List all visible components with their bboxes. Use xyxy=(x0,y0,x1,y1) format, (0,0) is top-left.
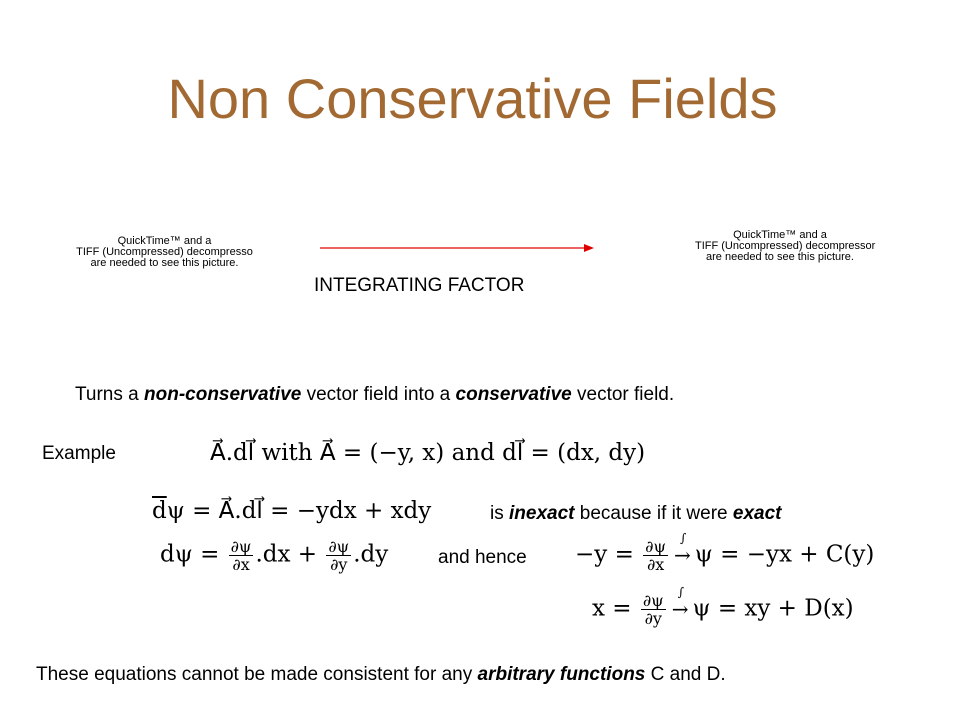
conclusion-line xyxy=(36,664,726,686)
equation-text: .dx + xyxy=(255,541,318,568)
arrow-icon xyxy=(318,241,596,255)
and-hence-label: and hence xyxy=(438,547,527,568)
denominator: ∂y xyxy=(644,609,662,628)
numerator: ∂ψ xyxy=(328,537,350,556)
missing-image-placeholder-right xyxy=(695,229,876,263)
arrow: → xyxy=(674,542,691,567)
text: is xyxy=(490,503,509,524)
slide-title: Non Conservative Fields xyxy=(167,67,778,130)
inexact-d: $\overline{d}$ xyxy=(152,498,167,524)
integrating-factor-label: INTEGRATING FACTOR xyxy=(314,275,525,296)
equation-text: dψ = xyxy=(160,541,220,568)
emphasis: non-conservative xyxy=(144,384,302,405)
placeholder-text: are needed to see this picture. xyxy=(90,257,239,269)
description-line xyxy=(75,384,674,406)
inexact-explanation xyxy=(490,503,782,525)
emphasis: conservative xyxy=(455,384,572,405)
placeholder-text: TIFF (Uncompressed) decompressor xyxy=(695,240,876,252)
equation-text: ψ = −yx + C(y) xyxy=(694,541,875,568)
equation-definition: A⃗.dl⃗ with A⃗ = (−y, x) and dl⃗ = (dx, dy) xyxy=(210,440,646,466)
fraction xyxy=(643,538,668,573)
emphasis: arbitrary functions xyxy=(477,664,646,685)
integrate-arrow-icon xyxy=(671,584,689,621)
placeholder-text: are needed to see this picture. xyxy=(706,251,854,263)
equation-inexact-differential xyxy=(152,498,431,524)
equation-text: .dy xyxy=(353,541,389,568)
text: because if it were xyxy=(574,503,733,524)
text: vector field into a xyxy=(301,384,456,405)
text: vector field. xyxy=(571,384,675,405)
emphasis: inexact xyxy=(509,503,575,524)
equation-text: ψ = A⃗.dl⃗ = −ydx + xdy xyxy=(166,498,432,524)
text: These equations cannot be made consistent for any xyxy=(36,664,478,685)
denominator: ∂y xyxy=(330,555,348,574)
numerator: ∂ψ xyxy=(645,537,666,556)
placeholder-text: TIFF (Uncompressed) decompresso xyxy=(76,246,253,258)
example-label: Example xyxy=(42,443,116,464)
emphasis: exact xyxy=(732,503,782,524)
equation-exact-differential xyxy=(160,538,388,573)
text: Turns a xyxy=(75,384,144,405)
equation-text: x = xyxy=(592,595,632,622)
denominator: ∂x xyxy=(232,555,250,574)
integrate-arrow-icon xyxy=(674,530,691,567)
integral-sign: ∫ xyxy=(680,530,687,545)
fraction xyxy=(229,538,254,573)
denominator: ∂x xyxy=(646,555,665,574)
equation-text: ψ = xy + D(x) xyxy=(692,595,854,622)
equation-psi-y xyxy=(592,584,854,628)
arrow: → xyxy=(671,596,689,621)
placeholder-text: QuickTime™ and a xyxy=(117,235,212,247)
placeholder-text: QuickTime™ and a xyxy=(733,229,827,241)
text: C and D. xyxy=(645,664,726,685)
integral-sign: ∫ xyxy=(677,584,684,599)
equation-text: −y = xyxy=(575,541,634,568)
missing-image-placeholder-left xyxy=(62,236,267,269)
numerator: ∂ψ xyxy=(642,591,664,610)
fraction xyxy=(326,538,351,573)
equation-psi-x xyxy=(575,530,875,574)
fraction xyxy=(641,592,666,627)
numerator: ∂ψ xyxy=(230,537,252,556)
